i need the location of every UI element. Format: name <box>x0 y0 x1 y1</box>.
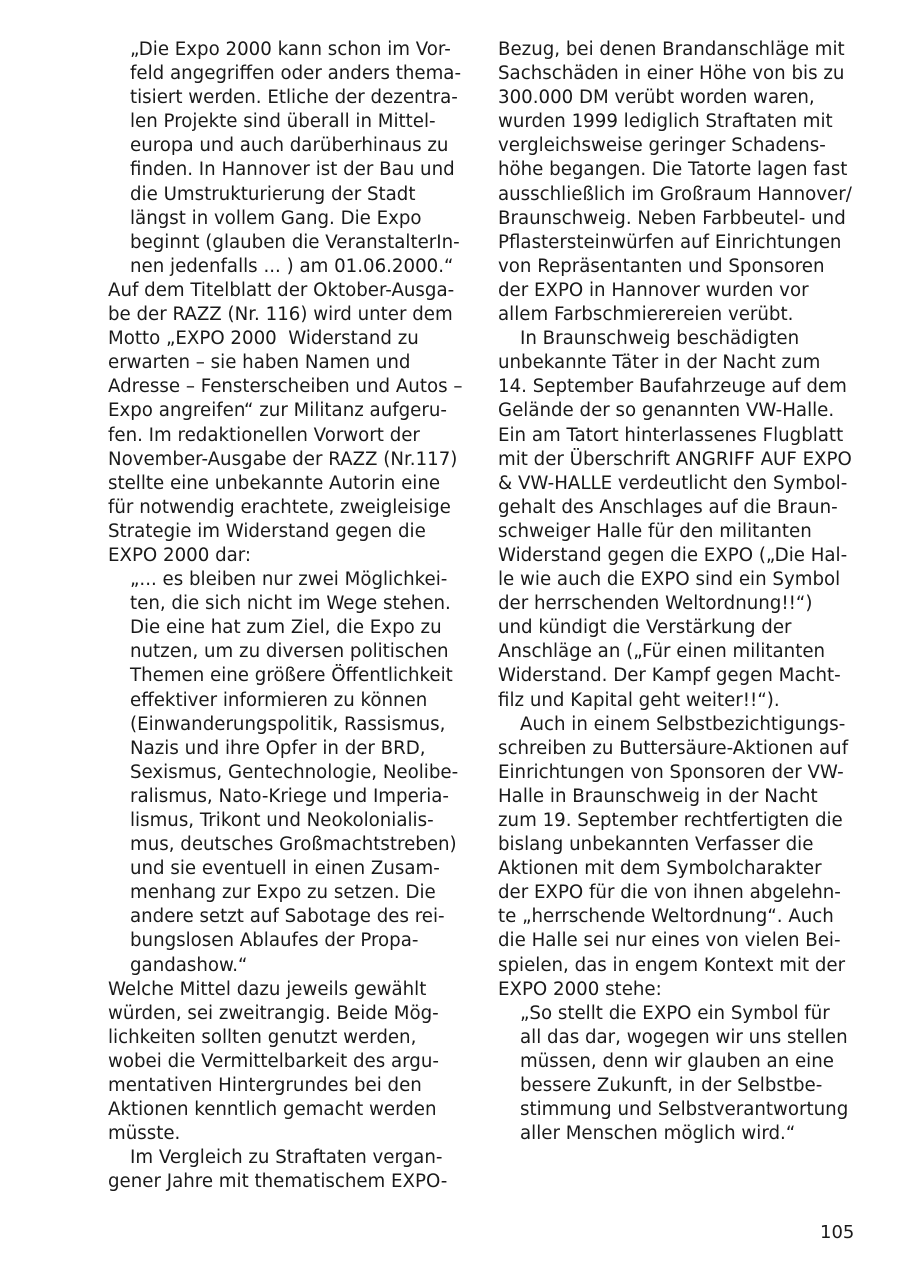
text-line: stimmung und Selbstverantwortung <box>520 1099 849 1121</box>
text-line: unbekannte Täter in der Nacht zum <box>498 352 821 374</box>
text-line: nutzen, um zu diversen politischen <box>130 641 449 663</box>
text-line: Im Vergleich zu Straftaten vergan- <box>130 1147 443 1169</box>
text-line: 300.000 DM verübt worden waren, <box>498 87 815 109</box>
text-line: menhang zur Expo zu setzen. Die <box>130 882 436 904</box>
text-line: wurden 1999 lediglich Straftaten mit <box>498 111 833 133</box>
paragraph <box>498 713 850 1002</box>
text-line: lismus, Trikont und Neokolonialis- <box>130 810 434 831</box>
text-line: Expo angreifen“ zur Militanz aufgeru- <box>108 400 447 422</box>
text-line: & VW-HALLE verdeutlicht den Symbol- <box>498 472 848 494</box>
text-line: bessere Zukunft, in der Selbstbe- <box>520 1075 823 1097</box>
text-line: stellte eine unbekannte Autorin eine <box>108 472 441 494</box>
text-line: „... es bleiben nur zwei Möglichkei- <box>130 569 448 591</box>
text-line: Auch in einem Selbstbezichtigungs- <box>520 713 846 735</box>
text-line: Die eine hat zum Ziel, die Expo zu <box>130 617 442 639</box>
text-line: (Einwanderungspolitik, Rassismus, <box>130 713 446 735</box>
quote-block <box>498 1002 850 1147</box>
text-line: „Die Expo 2000 kann schon im Vor- <box>130 39 451 60</box>
text-line: europa und auch darüberhinaus zu <box>130 135 449 157</box>
text-line: Aktionen mit dem Symbolcharakter <box>498 858 822 880</box>
text-line: der herrschenden Weltordnung!!“) <box>498 593 813 615</box>
paragraph <box>108 978 460 1147</box>
text-line: Gelände der so genannten VW-Halle. <box>498 400 835 422</box>
paragraph <box>498 38 850 327</box>
text-line: bungslosen Ablaufes der Propa- <box>130 930 419 952</box>
text-line: EXPO 2000 dar: <box>108 544 252 566</box>
text-line: zum 19. September rechtfertigten die <box>498 810 843 831</box>
text-line: und kündigt die Verstärkung der <box>498 617 792 639</box>
text-line: mit der Überschrift ANGRIFF AUF EXPO <box>498 448 852 470</box>
text-line: len Projekte sind überall in Mittel- <box>130 111 436 133</box>
text-line: ten, die sich nicht im Wege stehen. <box>130 593 451 615</box>
text-line: le wie auch die EXPO sind ein Symbol <box>498 569 841 591</box>
text-line: effektiver informieren zu können <box>130 689 428 711</box>
text-line: Sachschäden in einer Höhe von bis zu <box>498 63 845 85</box>
text-line: würden, sei zweitrangig. Beide Mög- <box>108 1002 439 1024</box>
text-line: schweiger Halle für den militanten <box>498 520 812 542</box>
paragraph <box>498 327 850 713</box>
text-line: müsste. <box>108 1123 181 1145</box>
text-line: 14. September Baufahrzeuge auf dem <box>498 376 847 398</box>
text-line: Widerstand. Der Kampf gegen Macht- <box>498 665 841 687</box>
text-line: Auf dem Titelblatt der Oktober-Ausga- <box>108 279 455 301</box>
text-line: für notwendig erachtete, zweigleisige <box>108 496 451 518</box>
text-line: spielen, das in engem Kontext mit der <box>498 954 846 976</box>
text-line: mentativen Hintergrundes bei den <box>108 1075 422 1097</box>
text-line: Pflastersteinwürfen auf Einrichtungen <box>498 231 842 253</box>
text-line: lichkeiten sollten genutzt werden, <box>108 1026 417 1048</box>
text-line: filz und Kapital geht weiter!!“). <box>498 689 780 711</box>
text-line: Adresse – Fensterscheiben und Autos – <box>108 376 463 398</box>
right-column <box>498 38 850 1146</box>
text-line: erwarten – sie haben Namen und <box>108 352 411 374</box>
text-line: November-Ausgabe der RAZZ (Nr.117) <box>108 448 458 470</box>
paragraph <box>108 279 463 568</box>
text-line: te „herrschende Weltordnung“. Auch <box>498 906 834 928</box>
text-line: Braunschweig. Neben Farbbeutel- und <box>498 207 846 229</box>
text-line: Welche Mittel dazu jeweils gewählt <box>108 978 427 1000</box>
text-line: feld angegriffen oder anders thema- <box>130 63 462 85</box>
text-line: die Halle sei nur eines von vielen Bei- <box>498 930 841 952</box>
text-line: die Umstrukturierung der Stadt <box>130 183 416 205</box>
text-line: beginnt (glauben die VeranstalterIn- <box>130 231 460 253</box>
text-line: nen jedenfalls ... ) am 01.06.2000.“ <box>130 255 454 277</box>
text-line: gener Jahre mit thematischem EXPO- <box>108 1171 448 1193</box>
text-line: wobei die Vermittelbarkeit des argu- <box>108 1050 439 1072</box>
text-line: gehalt des Anschlages auf die Braun- <box>498 496 838 518</box>
text-line: be der RAZZ (Nr. 116) wird unter dem <box>108 304 453 326</box>
quote-block <box>108 568 460 978</box>
text-line: allem Farbschmierereien verübt. <box>498 304 794 326</box>
text-line: all das dar, wogegen wir uns stellen <box>520 1026 848 1048</box>
text-line: Themen eine größere Öffentlichkeit <box>130 665 453 687</box>
text-line: Anschläge an („Für einen militanten <box>498 641 826 663</box>
text-line: höhe begangen. Die Tatorte lagen fast <box>498 159 848 181</box>
text-line: ralismus, Nato-Kriege und Imperia- <box>130 785 449 807</box>
text-line: der EXPO in Hannover wurden vor <box>498 279 809 301</box>
text-line: andere setzt auf Sabotage des rei- <box>130 906 445 928</box>
text-line: längst in vollem Gang. Die Expo <box>130 207 422 229</box>
text-line: ausschließlich im Großraum Hannover/ <box>498 183 852 205</box>
text-line: Bezug, bei denen Brandanschläge mit <box>498 39 845 60</box>
text-line: vergleichsweise geringer Schadens- <box>498 135 826 157</box>
text-line: Nazis und ihre Opfer in der BRD, <box>130 737 426 759</box>
text-line: tisiert werden. Etliche der dezentra- <box>130 87 458 109</box>
text-line: der EXPO für die von ihnen abgelehn- <box>498 882 841 904</box>
text-line: Halle in Braunschweig in der Nacht <box>498 785 818 807</box>
text-line: fen. Im redaktionellen Vorwort der <box>108 424 420 446</box>
text-line: müssen, denn wir glauben an eine <box>520 1050 834 1072</box>
text-line: „So stellt die EXPO ein Symbol für <box>520 1002 830 1024</box>
text-line: aller Menschen möglich wird.“ <box>520 1123 796 1145</box>
left-column <box>108 38 463 1195</box>
text-line: Widerstand gegen die EXPO („Die Hal- <box>498 544 848 566</box>
text-line: finden. In Hannover ist der Bau und <box>130 159 455 181</box>
text-line: von Repräsentanten und Sponsoren <box>498 255 825 277</box>
text-line: Aktionen kenntlich gemacht werden <box>108 1099 437 1121</box>
text-line: Sexismus, Gentechnologie, Neolibe- <box>130 761 459 783</box>
text-line: Einrichtungen von Sponsoren der VW- <box>498 761 844 783</box>
text-line: gandashow.“ <box>130 954 248 976</box>
text-line: bislang unbekannten Verfasser die <box>498 834 814 856</box>
text-line: Motto „EXPO 2000 Widerstand zu <box>108 328 419 350</box>
quote-block <box>108 38 460 279</box>
paragraph <box>108 1146 460 1194</box>
text-line: Strategie im Widerstand gegen die <box>108 520 426 542</box>
text-line: mus, deutsches Großmachtstreben) <box>130 834 457 856</box>
page-number: 105 <box>820 1222 855 1243</box>
text-line: schreiben zu Buttersäure-Aktionen auf <box>498 737 849 759</box>
text-line: und sie eventuell in einen Zusam- <box>130 858 440 880</box>
text-line: EXPO 2000 stehe: <box>498 978 662 1000</box>
text-line: In Braunschweig beschädigten <box>520 328 800 350</box>
text-line: Ein am Tatort hinterlassenes Flugblatt <box>498 424 844 446</box>
